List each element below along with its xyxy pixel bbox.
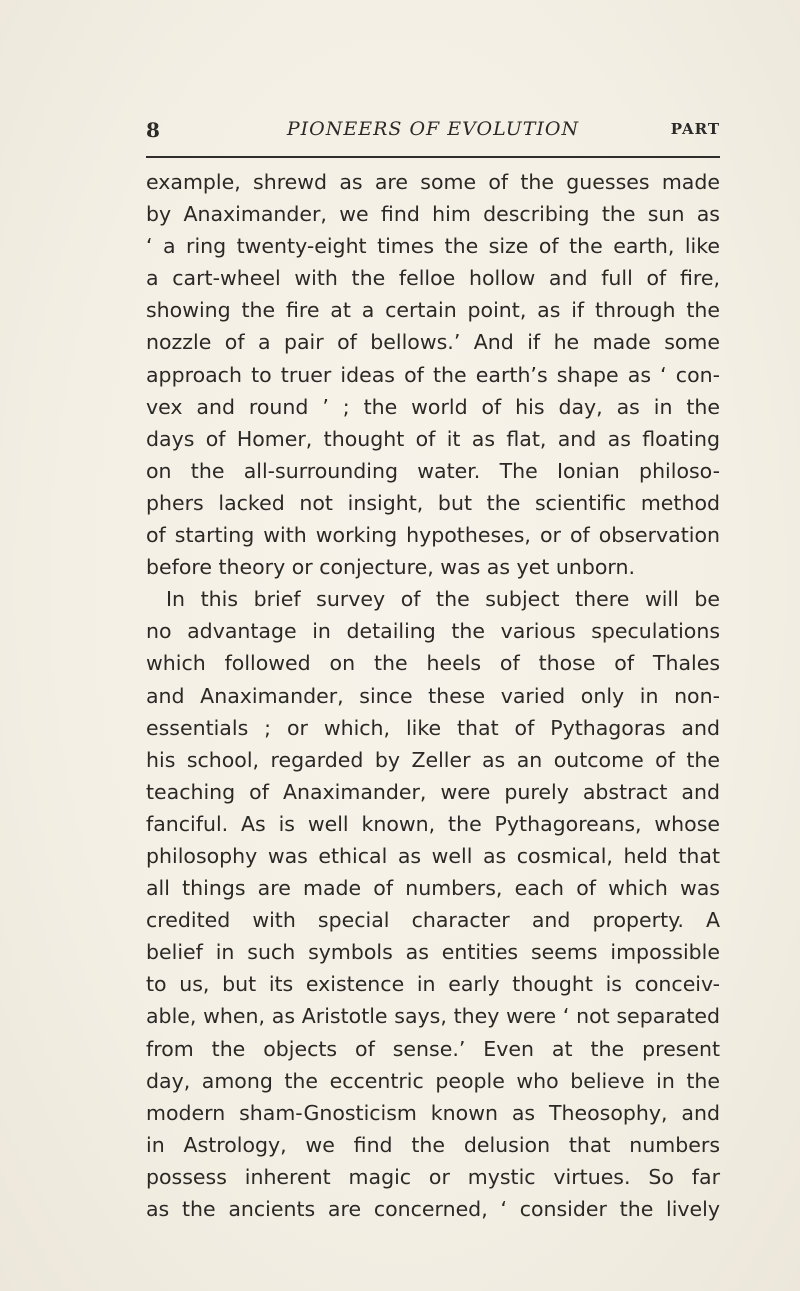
- text-line: by Anaximander, we find him describing the sun as: [146, 202, 720, 227]
- text-line: nozzle of a pair of bellows.’ And if he made some: [146, 330, 720, 355]
- text-line: phers lacked not insight, but the scientific method: [146, 490, 720, 515]
- text-line: philosophy was ethical as well as cosmical, held that: [146, 843, 720, 868]
- text-line: able, when, as Aristotle says, they were ‘ not separated: [146, 1004, 720, 1029]
- text-line: and Anaximander, since these varied only in non-: [146, 683, 720, 708]
- paragraph-end-line: before theory or conjecture, was as yet unborn.: [146, 555, 635, 580]
- text-line: from the objects of sense.’ Even at the present: [146, 1036, 720, 1061]
- text-line: modern sham-Gnosticism known as Theosophy, and: [146, 1100, 720, 1125]
- text-line: approach to truer ideas of the earth’s shape as ‘ con-: [146, 362, 720, 387]
- text-line: a cart-wheel with the felloe hollow and full of fire,: [146, 266, 720, 291]
- text-line: showing the fire at a certain point, as if through the: [146, 298, 720, 323]
- text-line: day, among the eccentric people who believe in the: [146, 1068, 720, 1093]
- body-text: [146, 166, 720, 1225]
- running-section: PART: [670, 120, 720, 138]
- running-head: [146, 118, 720, 146]
- paragraph-start-line: In this brief survey of the subject there will be: [166, 587, 720, 612]
- page-number: 8: [146, 118, 160, 142]
- text-line: of starting with working hypotheses, or of observation: [146, 523, 720, 548]
- text-line: teaching of Anaximander, were purely abstract and: [146, 779, 720, 804]
- text-line: which followed on the heels of those of Thales: [146, 651, 720, 676]
- text-line: essentials ; or which, like that of Pythagoras and: [146, 715, 720, 740]
- text-line: vex and round ’ ; the world of his day, as in the: [146, 394, 720, 419]
- text-line: his school, regarded by Zeller as an outcome of the: [146, 747, 720, 772]
- text-line: as the ancients are concerned, ‘ consider the lively: [146, 1197, 720, 1221]
- text-line: possess inherent magic or mystic virtues. So far: [146, 1164, 720, 1189]
- text-line: to us, but its existence in early thought is conceiv-: [146, 972, 720, 997]
- running-title: PIONEERS OF EVOLUTION: [286, 118, 580, 140]
- text-line: fanciful. As is well known, the Pythagoreans, whose: [146, 811, 720, 836]
- text-line: ‘ a ring twenty-eight times the size of the earth, like: [146, 234, 720, 259]
- text-line: credited with special character and property. A: [146, 908, 720, 933]
- text-line: all things are made of numbers, each of which was: [146, 876, 720, 901]
- text-line: in Astrology, we find the delusion that numbers: [146, 1132, 720, 1157]
- header-rule: [146, 156, 720, 158]
- text-line: days of Homer, thought of it as flat, and as floating: [146, 426, 720, 451]
- text-line: no advantage in detailing the various speculations: [146, 619, 720, 644]
- text-line: belief in such symbols as entities seems impossible: [146, 940, 720, 965]
- text-line: on the all-surrounding water. The Ionian philoso-: [146, 458, 720, 483]
- text-line: example, shrewd as are some of the guesses made: [146, 170, 720, 194]
